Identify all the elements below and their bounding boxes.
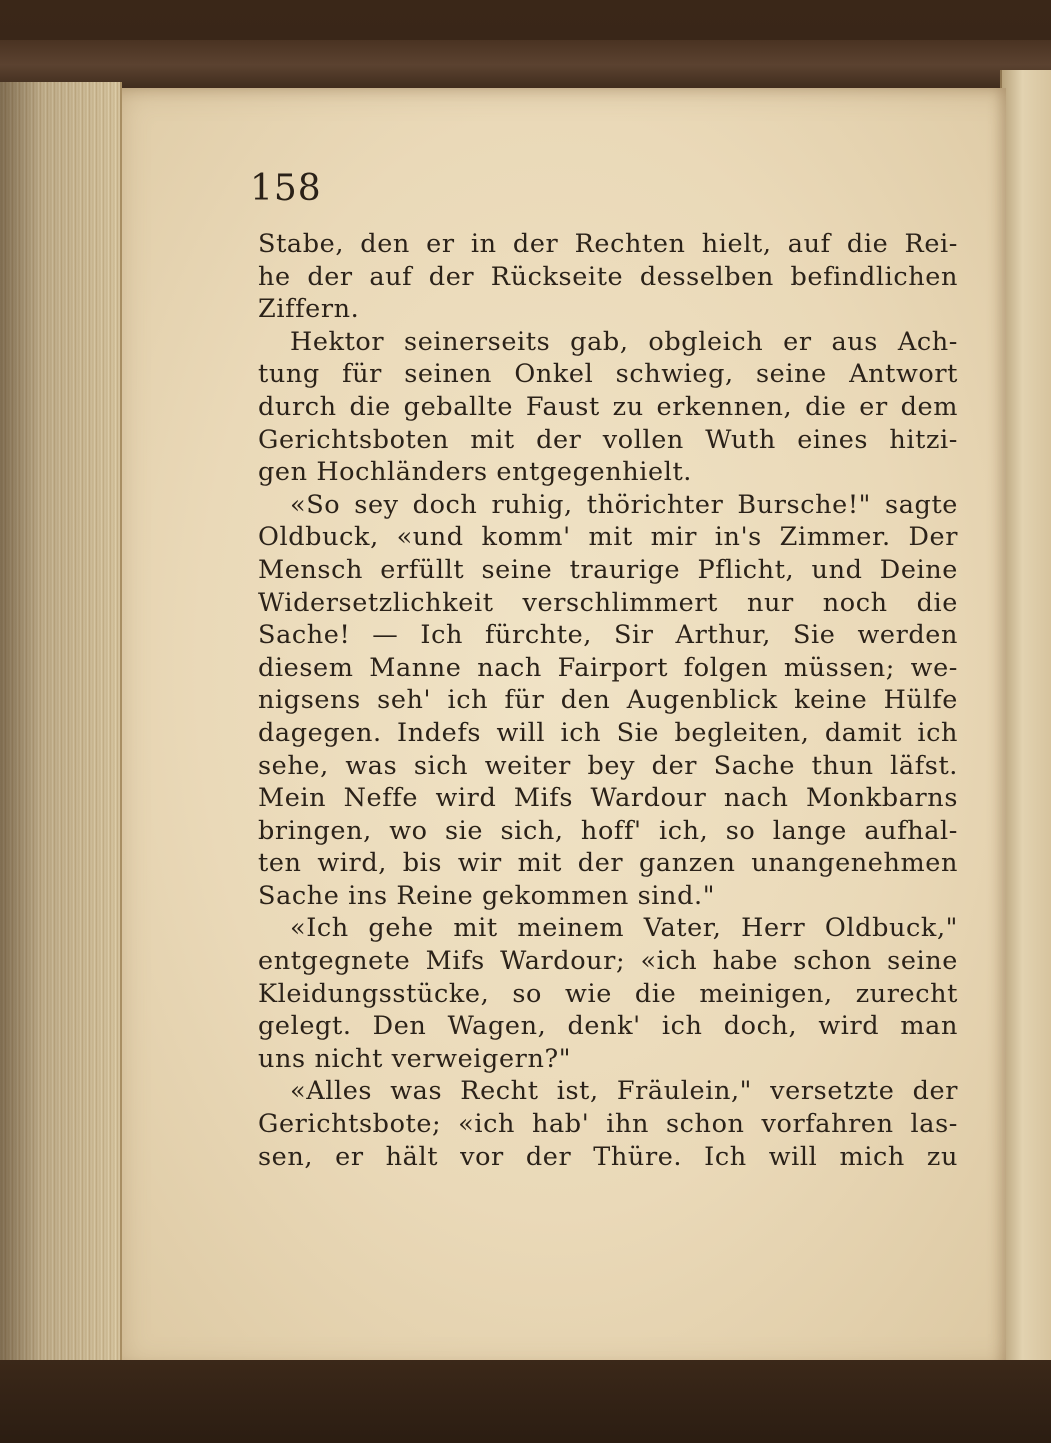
text-line: dagegen. Indefs will ich Sie begleiten, damit ich: [258, 717, 958, 748]
page-number: 158: [250, 168, 322, 209]
text-line: Oldbuck, «und komm' mit mir in's Zimmer. Der: [258, 522, 958, 553]
text-line: bringen, wo sie sich, hoff' ich, so lange aufhal-: [258, 815, 958, 846]
text-line: «So sey doch ruhig, thörichter Bursche!" sagte: [290, 489, 958, 520]
text-line: Kleidungsstücke, so wie die meinigen, zurecht: [258, 978, 958, 1009]
page-text: [258, 228, 958, 1173]
text-line: Ziffern.: [258, 294, 360, 325]
text-line: Hektor seinerseits gab, obgleich er aus Ach-: [290, 326, 958, 357]
text-line: Gerichtsboten mit der vollen Wuth eines hitzi-: [258, 424, 958, 455]
text-line: durch die geballte Faust zu erkennen, die er dem: [258, 391, 958, 422]
text-line: entgegnete Mifs Wardour; «ich habe schon seine: [258, 946, 958, 977]
text-line: sen, er hält vor der Thüre. Ich will mich zu: [258, 1141, 958, 1172]
text-line: nigsens seh' ich für den Augenblick keine Hülfe: [258, 685, 958, 716]
facing-page-edge: [1000, 70, 1051, 1360]
text-line: Sache! — Ich fürchte, Sir Arthur, Sie werden: [258, 620, 958, 651]
text-line: ten wird, bis wir mit der ganzen unangenehmen: [258, 848, 958, 879]
text-line: Gerichtsbote; «ich hab' ihn schon vorfahren las-: [258, 1109, 958, 1140]
text-line: Mensch erfüllt seine traurige Pflicht, und Deine: [258, 554, 958, 585]
text-line: «Alles was Recht ist, Fräulein," versetzte der: [290, 1076, 958, 1107]
text-line: diesem Manne nach Fairport folgen müssen; we-: [258, 652, 958, 683]
page-edges-shadow: [0, 82, 120, 1372]
text-line: uns nicht verweigern?": [258, 1043, 572, 1074]
text-line: gelegt. Den Wagen, denk' ich doch, wird man: [258, 1011, 958, 1042]
text-line: gen Hochländers entgegenhielt.: [258, 457, 693, 488]
book-cover-top: [0, 40, 1051, 90]
book-cover-bottom: [0, 1360, 1051, 1443]
text-line: he der auf der Rückseite desselben befindlichen: [258, 261, 958, 292]
text-line: Sache ins Reine gekommen sind.": [258, 880, 716, 911]
text-line: «Ich gehe mit meinem Vater, Herr Oldbuck,": [290, 913, 958, 944]
text-line: Mein Neffe wird Mifs Wardour nach Monkbarns: [258, 783, 958, 814]
text-line: Widersetzlichkeit verschlimmert nur noch die: [258, 587, 958, 618]
text-line: Stabe, den er in der Rechten hielt, auf die Rei-: [258, 229, 958, 259]
text-line: sehe, was sich weiter bey der Sache thun läfst.: [258, 750, 958, 781]
text-line: tung für seinen Onkel schwieg, seine Antwort: [258, 359, 958, 390]
